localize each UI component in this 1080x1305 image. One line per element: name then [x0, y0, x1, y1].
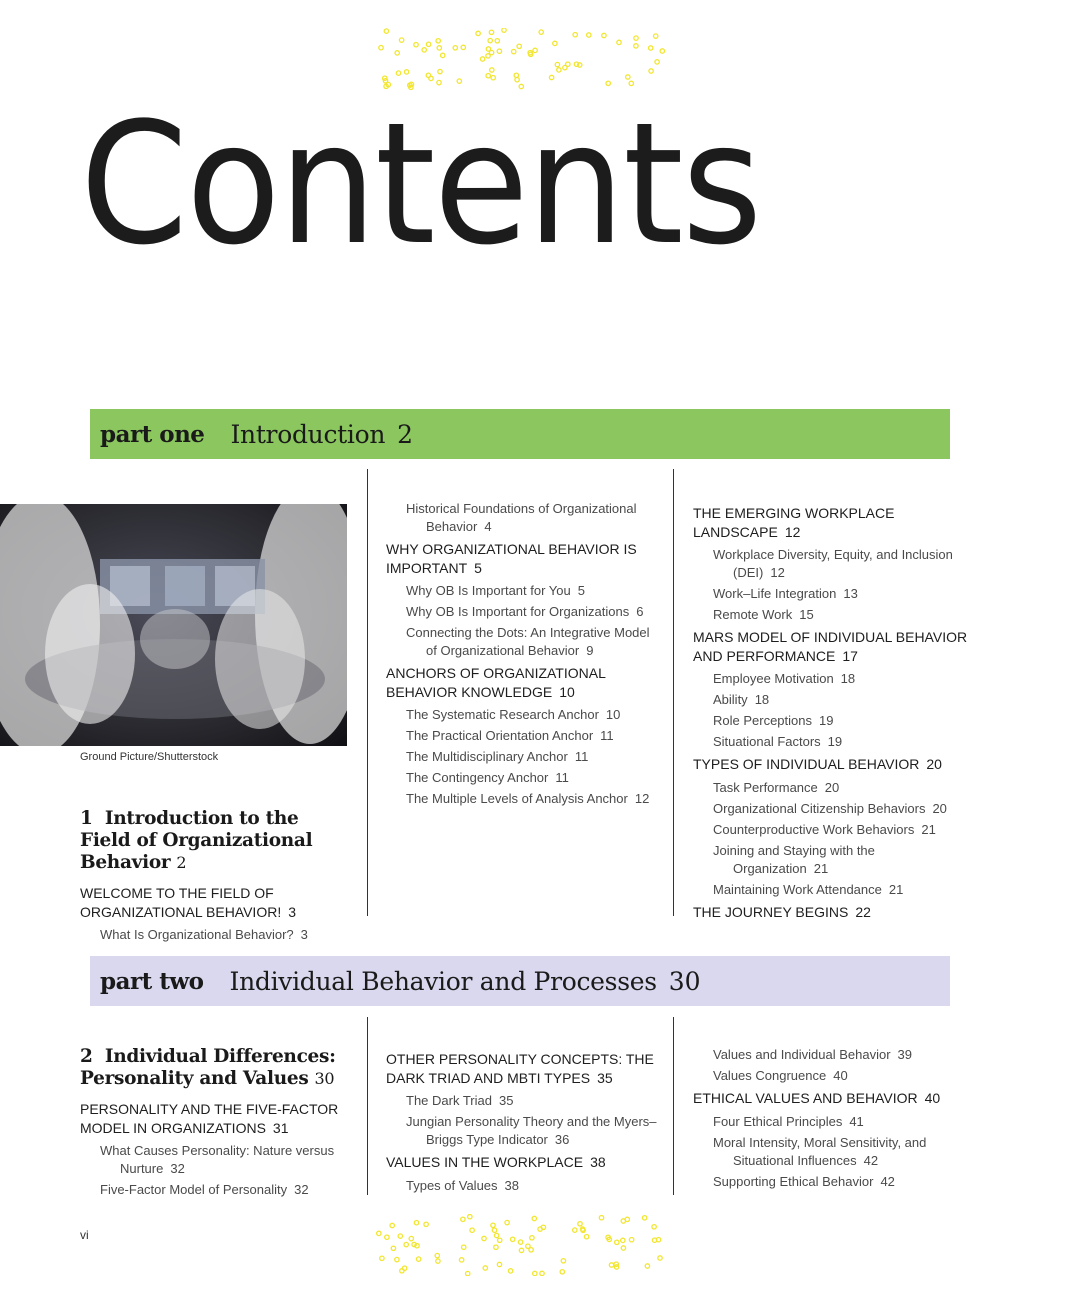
toc-subsection: [386, 582, 651, 600]
dot: [573, 33, 577, 37]
toc-entry-page: 12: [634, 791, 650, 806]
toc-subsection: [386, 748, 651, 766]
toc-section-heading: [80, 1100, 355, 1137]
dot: [461, 1217, 465, 1221]
dot: [404, 70, 408, 74]
toc-section-heading: [693, 628, 968, 665]
dot: [489, 30, 493, 34]
toc-entry-text: OTHER PERSONALITY CONCEPTS: THE DARK TRIAD AND MBTI TYPES: [386, 1051, 654, 1086]
photo-credit: Ground Picture/Shutterstock: [80, 751, 219, 763]
toc-entry-page: 18: [840, 671, 856, 686]
dot: [511, 1237, 515, 1241]
toc-entry-text: Employee Motivation: [713, 671, 834, 686]
toc-section-heading: [80, 884, 352, 921]
toc-entry-page: 18: [754, 692, 770, 707]
toc-entry-text: ANCHORS OF ORGANIZATIONAL BEHAVIOR KNOWLEDGE: [386, 665, 606, 700]
dot: [480, 57, 484, 61]
dot: [436, 1259, 440, 1263]
part-one-band: [90, 409, 950, 459]
toc-entry-page: 42: [863, 1152, 879, 1168]
toc-entry-text: ETHICAL VALUES AND BEHAVIOR: [693, 1090, 918, 1106]
toc-subsection: [693, 733, 968, 751]
toc-entry-page: 41: [849, 1113, 864, 1129]
part-page-number: 2: [397, 419, 414, 449]
toc-section-heading: [693, 755, 968, 774]
toc-subsection: [80, 926, 352, 944]
toc-entry-text: Values and Individual Behavior: [713, 1047, 891, 1062]
toc-entry-text: MARS MODEL OF INDIVIDUAL BEHAVIOR AND PERFORMANCE: [693, 629, 968, 664]
toc-subsection: [386, 1092, 661, 1110]
dot: [497, 1262, 501, 1266]
toc-entry-page: 17: [842, 647, 858, 664]
dot: [436, 39, 440, 43]
dot: [396, 71, 400, 75]
page-number: vi: [80, 1228, 89, 1242]
dot: [508, 1269, 512, 1273]
toc-entry-page: 3: [288, 903, 297, 920]
toc-entry-text: What Causes Personality: Nature versus Nurture: [100, 1143, 335, 1176]
dot: [539, 30, 543, 34]
toc-entry-page: 38: [504, 1177, 520, 1193]
toc-entry-text: Workplace Diversity, Equity, and Inclusion (DEI): [713, 547, 953, 580]
dot: [606, 81, 610, 85]
dot: [380, 1256, 384, 1260]
toc-subsection: [693, 842, 968, 878]
toc-subsection: [386, 603, 651, 621]
toc-entry-text: Connecting the Dots: An Integrative Model of Organizational Behavior: [406, 625, 650, 658]
toc-subsection: [693, 606, 968, 624]
dot: [645, 1264, 649, 1268]
dot: [379, 46, 383, 50]
dot: [560, 1270, 564, 1274]
toc-entry-page: 42: [880, 1173, 895, 1189]
toc-entry-page: 5: [474, 559, 482, 576]
toc-subsection: [693, 779, 968, 797]
part-two-column-2: [386, 1046, 661, 1198]
dot: [422, 48, 426, 52]
dot: [424, 1222, 428, 1226]
dot: [409, 1236, 413, 1240]
dot: [426, 73, 430, 77]
dot: [497, 49, 501, 53]
toc-subsection: [386, 727, 651, 745]
toc-section-heading: [386, 1050, 661, 1087]
toc-entry-page: 21: [813, 860, 829, 876]
toc-entry-text: The Multidisciplinary Anchor: [406, 749, 568, 764]
toc-subsection: [386, 1177, 661, 1195]
toc-subsection: [693, 546, 968, 582]
dot: [621, 1238, 625, 1242]
dots-pattern: [375, 1214, 665, 1276]
dot: [629, 81, 633, 85]
toc-entry-page: 19: [827, 734, 843, 749]
toc-entry-page: 20: [932, 800, 947, 816]
toc-entry-text: PERSONALITY AND THE FIVE-FACTOR MODEL IN ORGANIZATIONS: [80, 1101, 339, 1136]
part-one-column-3: [693, 500, 968, 926]
dot: [435, 1253, 439, 1257]
dot: [512, 49, 516, 53]
toc-section-heading: [693, 903, 968, 922]
decorative-dots-bottom: [375, 1214, 665, 1276]
toc-entry-text: Five-Factor Model of Personality: [100, 1182, 288, 1197]
dot: [491, 1223, 495, 1227]
toc-subsection: [693, 691, 968, 709]
toc-subsection: [693, 1173, 968, 1191]
dot: [486, 74, 490, 78]
dot: [395, 51, 399, 55]
dot: [505, 1220, 509, 1224]
dot: [626, 75, 630, 79]
chapter-photo: [0, 504, 347, 746]
dot: [617, 40, 621, 44]
part-two-column-3: [693, 1046, 968, 1194]
dot: [602, 33, 606, 37]
dot: [515, 78, 519, 82]
toc-entry-page: 32: [294, 1182, 309, 1197]
dot: [468, 1215, 472, 1219]
part-label: part one: [100, 420, 205, 448]
dot: [462, 1245, 466, 1249]
toc-subsection: [386, 1113, 661, 1149]
column-divider: [367, 469, 368, 916]
toc-subsection: [693, 800, 968, 818]
toc-entry-text: TYPES OF INDIVIDUAL BEHAVIOR: [693, 756, 920, 772]
toc-entry-page: 10: [559, 683, 575, 700]
dot: [654, 34, 658, 38]
toc-entry-text: Organizational Citizenship Behaviors: [713, 800, 926, 816]
toc-entry-text: The Systematic Research Anchor: [406, 707, 599, 722]
dot: [494, 1233, 498, 1237]
dot: [495, 39, 499, 43]
toc-entry-page: 11: [600, 728, 614, 743]
part-two-band: [90, 956, 950, 1006]
dot: [634, 44, 638, 48]
dot: [486, 47, 490, 51]
toc-entry-text: Why OB Is Important for You: [406, 583, 571, 598]
toc-entry-text: Counterproductive Work Behaviors: [713, 821, 915, 837]
dot: [587, 33, 591, 37]
toc-entry-page: 10: [605, 707, 621, 722]
toc-subsection: [386, 500, 651, 536]
toc-entry-text: Role Perceptions: [713, 713, 812, 728]
dot: [494, 1245, 498, 1249]
toc-entry-text: Situational Factors: [713, 734, 821, 749]
dot: [649, 46, 653, 50]
part-page-number: 30: [668, 966, 701, 996]
toc-entry-text: The Dark Triad: [406, 1093, 492, 1108]
toc-entry-page: 6: [636, 604, 644, 619]
dot: [642, 1216, 646, 1220]
dot: [437, 46, 441, 50]
dot: [466, 1271, 470, 1275]
toc-entry-page: 11: [574, 749, 589, 764]
dot: [615, 1240, 619, 1244]
dot: [483, 1266, 487, 1270]
dot: [476, 31, 480, 35]
toc-entry-page: 21: [888, 881, 904, 897]
toc-subsection: [386, 624, 651, 660]
toc-subsection: [386, 706, 651, 724]
toc-subsection: [693, 1113, 968, 1131]
dot: [517, 44, 521, 48]
toc-entry-page: 35: [597, 1069, 613, 1086]
toc-entry-text: VALUES IN THE WORKPLACE: [386, 1154, 584, 1170]
dot: [557, 68, 561, 72]
page-title: Contents: [80, 86, 761, 282]
toc-entry-page: 32: [170, 1161, 185, 1176]
toc-entry-text: Task Performance: [713, 779, 818, 795]
toc-section-heading: [693, 504, 968, 541]
dot: [395, 1257, 399, 1261]
toc-entry-text: Jungian Personality Theory and the Myers–Briggs Type Indicator: [406, 1114, 657, 1147]
dot: [385, 1235, 389, 1239]
dot: [566, 62, 570, 66]
dot: [398, 1234, 402, 1238]
dot: [490, 68, 494, 72]
toc-entry-text: THE JOURNEY BEGINS: [693, 903, 849, 920]
dot: [498, 1238, 502, 1242]
dot: [652, 1225, 656, 1229]
toc-entry-text: The Contingency Anchor: [406, 770, 549, 785]
dot: [660, 49, 664, 53]
toc-entry-text: Four Ethical Principles: [713, 1113, 843, 1129]
toc-entry-page: 19: [819, 713, 834, 728]
toc-entry-page: 39: [897, 1047, 913, 1062]
dot: [584, 1235, 588, 1239]
column-divider: [367, 1017, 368, 1195]
toc-entry-page: 35: [498, 1093, 514, 1108]
dot: [416, 1257, 420, 1261]
toc-entry-page: 5: [577, 583, 585, 598]
dot: [441, 53, 445, 57]
dot: [625, 1217, 629, 1221]
dot: [390, 1223, 394, 1227]
toc-subsection: [693, 670, 968, 688]
chapter-title: 1 Introduction to the Field of Organizational Behavior 2: [80, 808, 313, 873]
dot: [634, 36, 638, 40]
toc-entry-page: 20: [824, 779, 840, 795]
dot: [530, 1236, 534, 1240]
dot: [453, 46, 457, 50]
part-one-column-2: [386, 500, 651, 811]
dot: [414, 43, 418, 47]
toc-entry-text: WHY ORGANIZATIONAL BEHAVIOR IS IMPORTANT: [386, 541, 637, 576]
toc-entry-page: 3: [300, 927, 308, 942]
toc-subsection: [386, 790, 651, 808]
meeting-photo-image: [0, 504, 347, 746]
column-divider: [673, 469, 674, 916]
toc-entry-page: 13: [843, 586, 858, 601]
dot: [532, 1216, 536, 1220]
toc-subsection: [693, 1067, 968, 1085]
dot: [514, 73, 518, 77]
dot: [573, 1228, 577, 1232]
dot: [438, 69, 442, 73]
toc-subsection: [693, 585, 968, 603]
dot: [658, 1256, 662, 1260]
dot: [426, 42, 430, 46]
dot: [549, 75, 553, 79]
toc-subsection: [80, 1142, 355, 1178]
dot: [629, 1238, 633, 1242]
dot: [599, 1216, 603, 1220]
dot: [649, 69, 653, 73]
dot: [518, 1240, 522, 1244]
toc-subsection: [80, 1181, 355, 1199]
toc-entry-page: 40: [833, 1068, 848, 1083]
toc-entry-page: 20: [926, 756, 942, 772]
dot: [526, 1244, 530, 1248]
toc-entry-page: 36: [554, 1132, 570, 1147]
dot: [482, 1236, 486, 1240]
toc-entry-text: What Is Organizational Behavior?: [100, 927, 294, 942]
dot: [621, 1246, 625, 1250]
toc-subsection: [386, 769, 651, 787]
dot: [533, 48, 537, 52]
dot: [555, 62, 559, 66]
toc-entry-text: Work–Life Integration: [713, 586, 837, 601]
toc-section-heading: [693, 1089, 968, 1108]
toc-entry-text: Joining and Staying with the Organization: [713, 842, 875, 876]
dot: [391, 1246, 395, 1250]
part-label: part two: [100, 967, 204, 995]
toc-entry-text: Ability: [713, 692, 748, 707]
dot: [492, 1228, 496, 1232]
dot: [414, 1221, 418, 1225]
toc-entry-page: 40: [924, 1090, 941, 1106]
toc-entry-page: 22: [855, 903, 871, 920]
dot: [384, 29, 388, 33]
toc-entry-text: THE EMERGING WORKPLACE LANDSCAPE: [693, 505, 895, 540]
toc-entry-page: 12: [770, 565, 785, 580]
decorative-dots-top: [375, 28, 665, 90]
toc-entry-text: Supporting Ethical Behavior: [713, 1173, 874, 1189]
dot: [553, 41, 557, 45]
dot: [437, 80, 441, 84]
toc-entry-text: The Practical Orientation Anchor: [406, 728, 594, 743]
toc-entry-page: 9: [586, 643, 594, 658]
toc-subsection: [693, 712, 968, 730]
toc-entry-page: 4: [484, 519, 492, 534]
toc-section-heading: [386, 540, 651, 577]
dot: [519, 1248, 523, 1252]
toc-entry-text: Moral Intensity, Moral Sensitivity, and Situational Influences: [713, 1134, 927, 1168]
dot: [502, 28, 506, 32]
dot: [459, 1258, 463, 1262]
dot: [491, 76, 495, 80]
toc-entry-text: Values Congruence: [713, 1068, 827, 1083]
toc-entry-text: WELCOME TO THE FIELD OF ORGANIZATIONAL BEHAVIOR!: [80, 885, 282, 920]
toc-entry-page: 12: [784, 523, 801, 540]
dot: [404, 1242, 408, 1246]
toc-entry-text: The Multiple Levels of Analysis Anchor: [406, 791, 628, 806]
toc-section-heading: [386, 1153, 661, 1172]
dot: [561, 1259, 565, 1263]
toc-entry-text: Historical Foundations of Organizational Behavior: [406, 501, 637, 534]
toc-entry-text: Types of Values: [406, 1177, 498, 1193]
toc-subsection: [693, 1134, 968, 1170]
dot: [578, 1222, 582, 1226]
toc-subsection: [693, 1046, 968, 1064]
dot: [488, 38, 492, 42]
dot: [655, 60, 659, 64]
column-divider: [673, 1017, 674, 1195]
dot: [399, 38, 403, 42]
dot: [470, 1228, 474, 1232]
part-title: Individual Behavior and Processes: [229, 966, 657, 996]
part-two-column-1: [80, 1046, 355, 1202]
toc-subsection: [693, 821, 968, 839]
dot: [457, 79, 461, 83]
toc-entry-page: 31: [272, 1119, 289, 1136]
toc-entry-text: Maintaining Work Attendance: [713, 881, 882, 897]
dot: [540, 1271, 544, 1275]
toc-entry-text: Remote Work: [713, 607, 793, 622]
toc-entry-text: Why OB Is Important for Organizations: [406, 604, 630, 619]
chapter-title: 2 Individual Differences: Personality and Values 30: [80, 1046, 336, 1089]
toc-entry-page: 15: [799, 607, 814, 622]
toc-section-heading: [386, 664, 651, 701]
part-title: Introduction: [230, 419, 386, 449]
dot: [461, 45, 465, 49]
toc-entry-page: 38: [590, 1154, 606, 1170]
dot: [609, 1263, 613, 1267]
toc-entry-page: 11: [555, 770, 569, 785]
dot: [533, 1271, 537, 1275]
toc-entry-page: 21: [921, 821, 936, 837]
part-one-column-1: [80, 808, 352, 947]
dot: [377, 1231, 381, 1235]
toc-subsection: [693, 881, 968, 899]
dots-pattern: [375, 28, 665, 90]
